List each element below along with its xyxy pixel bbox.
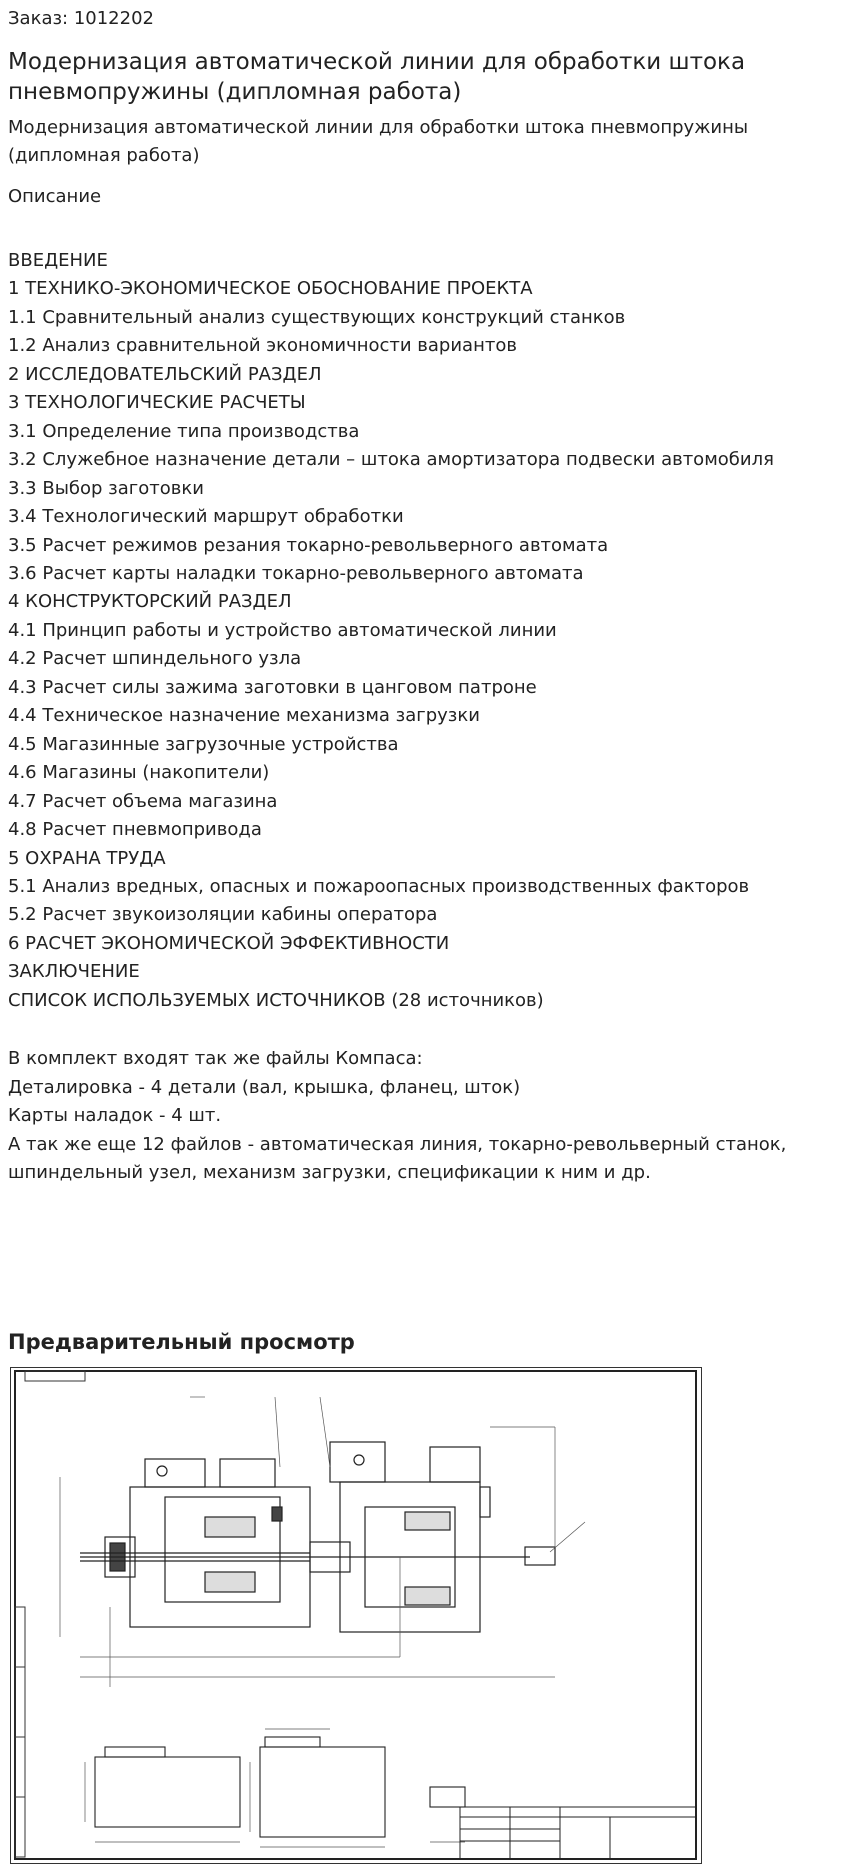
toc-item: 4.1 Принцип работы и устройство автоматической линии (8, 619, 557, 641)
toc-item: ЗАКЛЮЧЕНИЕ (8, 961, 140, 983)
toc-item: 1.1 Сравнительный анализ существующих конструкций станков (8, 306, 626, 328)
toc-item: 3.5 Расчет режимов резания токарно-револьверного автомата (8, 534, 609, 556)
subtitle: Модернизация автоматической линии для обработки штока пневмопружины (дипломная работа) (8, 117, 749, 166)
toc-item: 6 РАСЧЕТ ЭКОНОМИЧЕСКОЙ ЭФФЕКТИВНОСТИ (8, 932, 450, 954)
toc-item: 3.3 Выбор заготовки (8, 477, 204, 499)
extra-line: шпиндельный узел, механизм загрузки, спецификации к ним и др. (8, 1162, 651, 1183)
preview-heading: Предварительный просмотр (8, 1330, 355, 1354)
description-label: Описание (8, 186, 102, 207)
toc-item: 3.6 Расчет карты наладки токарно-револьверного автомата (8, 562, 584, 584)
toc-item: 3.2 Служебное назначение детали – штока амортизатора подвески автомобиля (8, 449, 774, 471)
toc-item: 4.2 Расчет шпиндельного узла (8, 648, 302, 670)
toc-item: 3.1 Определение типа производства (8, 420, 360, 442)
toc-item: 4 КОНСТРУКТОРСКИЙ РАЗДЕЛ (8, 591, 292, 613)
toc-item: 5.1 Анализ вредных, опасных и пожароопасных производственных факторов (8, 875, 750, 897)
toc-item: 4.7 Расчет объема магазина (8, 790, 278, 812)
toc-item: 1.2 Анализ сравнительной экономичности вариантов (8, 335, 517, 357)
extra-line: Карты наладок - 4 шт. (8, 1105, 222, 1126)
toc-item: СПИСОК ИСПОЛЬЗУЕМЫХ ИСТОЧНИКОВ (28 источников) (8, 989, 544, 1011)
extra-line: А так же еще 12 файлов - автоматическая линия, токарно-револьверный станок, (8, 1133, 787, 1155)
order-label: Заказ: 1012202 (8, 8, 154, 29)
toc-item: 3.4 Технологический маршрут обработки (8, 506, 404, 528)
extra-files-info (8, 1045, 786, 1188)
page-title: Модернизация автоматической линии для обработки штока пневмопружины (дипломная работа) (8, 49, 746, 105)
toc-item: 3 ТЕХНОЛОГИЧЕСКИЕ РАСЧЕТЫ (8, 392, 306, 414)
extra-line: В комплект входят так же файлы Компаса: (8, 1048, 423, 1069)
toc-item: 2 ИССЛЕДОВАТЕЛЬСКИЙ РАЗДЕЛ (8, 363, 322, 385)
toc-item: 1 ТЕХНИКО-ЭКОНОМИЧЕСКОЕ ОБОСНОВАНИЕ ПРОЕКТА (8, 278, 533, 300)
extra-line: Деталировка - 4 детали (вал, крышка, фланец, шток) (8, 1076, 521, 1098)
toc-item: ВВЕДЕНИЕ (8, 250, 108, 271)
toc-item: 4.6 Магазины (накопители) (8, 762, 270, 784)
preview-drawing-image[interactable] (10, 1367, 702, 1864)
toc-item: 5.2 Расчет звукоизоляции кабины оператора (8, 904, 438, 926)
toc-item: 4.8 Расчет пневмопривода (8, 819, 262, 841)
table-of-contents (8, 247, 774, 1015)
toc-item: 4.4 Техническое назначение механизма загрузки (8, 705, 480, 727)
toc-item: 4.3 Расчет силы зажима заготовки в цанговом патроне (8, 676, 537, 698)
toc-item: 4.5 Магазинные загрузочные устройства (8, 733, 399, 755)
toc-item: 5 ОХРАНА ТРУДА (8, 847, 166, 869)
